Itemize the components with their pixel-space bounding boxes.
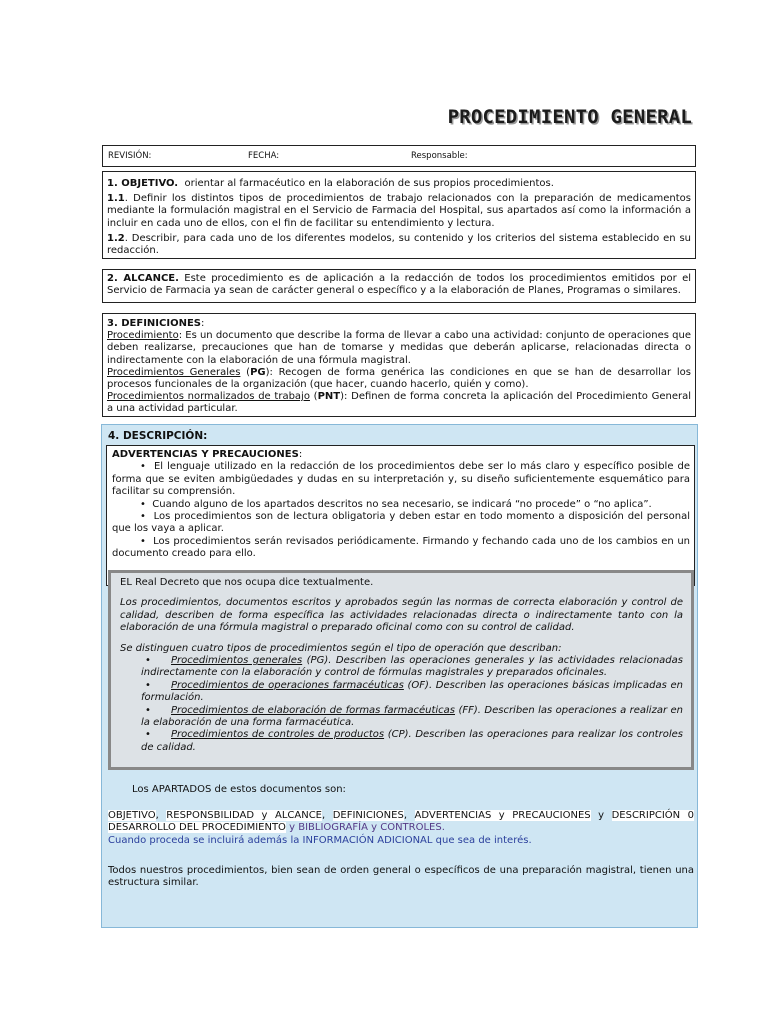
apartado-bibliografia: BIBLIOGRAFÍA y CONTROLES bbox=[298, 822, 442, 834]
real-decreto-quote-box bbox=[108, 570, 694, 770]
apartado-separator: , bbox=[322, 810, 333, 821]
definicion-term: Procedimiento bbox=[107, 330, 179, 342]
procedure-type-item bbox=[120, 705, 683, 730]
objetivo-item-1 bbox=[107, 193, 691, 230]
bullet: • bbox=[145, 679, 151, 691]
apartado-separator: , bbox=[155, 810, 167, 821]
definiciones-label: 3. DEFINICIONES bbox=[107, 318, 201, 329]
procedure-type-abbr: (CP). bbox=[384, 729, 412, 741]
advertencias-colon: : bbox=[298, 449, 303, 460]
closing-paragraph: Todos nuestros procedimientos, bien sean de orden general o específicos de una preparación magistral, tienen una estructura similar. bbox=[108, 865, 694, 889]
definicion-term: Procedimientos normalizados de trabajo bbox=[107, 391, 310, 403]
definicion-text: : Es un documento que describe la forma de llevar a cabo una actividad: conjunto de operaciones que deben realizarse, precauciones que han de tomarse y medidas que deberán aplicarse, relacionadas directa o indirectamente con la elaboración de una fórmula magistral. bbox=[107, 330, 692, 366]
procedure-type-abbr: (OF). bbox=[403, 679, 433, 691]
apartado-advertencias: ADVERTENCIAS y PRECAUCIONES bbox=[414, 810, 591, 821]
advertencia-item bbox=[112, 499, 690, 511]
apartado-period: . bbox=[441, 822, 445, 834]
advertencia-text: El lenguaje utilizado en la redacción de los procedimientos debe ser lo más claro y específico posible de forma que se eviten ambigüedades y dudas en su interpretación y, su diseño suficientemente esquemático para facilitar su comprensión. bbox=[112, 461, 691, 498]
apartados-note: Cuando proceda se incluirá además la INFORMACIÓN ADICIONAL que sea de interés. bbox=[108, 834, 532, 846]
apartado-definiciones: DEFINICIONES bbox=[332, 810, 404, 821]
bullet: • bbox=[140, 461, 146, 473]
alcance-section bbox=[102, 269, 696, 303]
definicion-abbr: PNT bbox=[317, 391, 341, 403]
procedure-type-name: Procedimientos generales bbox=[171, 655, 303, 667]
procedure-types-list bbox=[120, 655, 683, 754]
apartado-objetivo: OBJETIVO bbox=[108, 810, 156, 821]
apartado-separator: y bbox=[285, 822, 299, 834]
definicion-paren: ( bbox=[240, 366, 251, 378]
responsable-label: Responsable: bbox=[411, 151, 468, 161]
definiciones-colon: : bbox=[200, 318, 205, 329]
advertencia-item bbox=[112, 461, 690, 498]
alcance-text: Este procedimiento es de aplicación a la redacción de todos los procedimientos emitidos por el Servicio de Farmacia ya sean de carácter general o específico y a la elaboración de Planes, Programas o similares. bbox=[107, 273, 692, 297]
definicion-text: ): Recogen de forma genérica las condiciones en que se han de desarrollar los procesos funcionales de la organización (que hacer, cuando hacerlo, quién y como). bbox=[107, 366, 691, 391]
apartado-responsabilidad: RESPONSBILIDAD y ALCANCE bbox=[166, 810, 322, 821]
definicion-pg bbox=[107, 367, 691, 391]
objetivo-label: 1. OBJETIVO. bbox=[107, 178, 179, 189]
objetivo-item-2-number: 1.2 bbox=[107, 232, 125, 244]
definiciones-heading bbox=[107, 318, 691, 330]
apartados-list bbox=[108, 810, 694, 847]
definiciones-section bbox=[102, 313, 696, 417]
advertencia-text: Los procedimientos son de lectura obligatoria y deben estar en todo momento a disposición del personal que los vaya a aplicar. bbox=[112, 511, 690, 535]
objetivo-item-1-number: 1.1 bbox=[107, 193, 125, 205]
descripcion-section bbox=[101, 424, 698, 928]
procedure-type-item bbox=[120, 680, 683, 705]
advertencias-box bbox=[106, 445, 695, 586]
advertencia-item bbox=[112, 511, 690, 536]
real-decreto-para2: Se distinguen cuatro tipos de procedimientos según el tipo de operación que describan: bbox=[120, 642, 562, 654]
revision-label: REVISIÓN: bbox=[108, 151, 152, 161]
procedure-type-name: Procedimientos de controles de productos bbox=[171, 729, 385, 741]
apartados-intro: Los APARTADOS de estos documentos son: bbox=[132, 784, 346, 795]
advertencia-item bbox=[112, 536, 690, 561]
objetivo-item-1-text: . Definir los distintos tipos de procedimientos de trabajo relacionados con la preparación de medicamentos mediante la formulación magistral en el Servicio de Farmacia del Hospital, sus apartados así como la información a incluir en cada uno de ellos, con el fin de facilitar su entendimiento y lectura. bbox=[107, 193, 691, 229]
definicion-term: Procedimientos Generales bbox=[107, 366, 241, 378]
procedure-type-item bbox=[120, 655, 683, 680]
objetivo-intro bbox=[107, 178, 691, 190]
definicion-pnt bbox=[107, 391, 691, 415]
apartado-separator: , bbox=[403, 810, 415, 821]
apartado-separator: y bbox=[590, 810, 612, 821]
descripcion-label: 4. DESCRIPCIÓN: bbox=[108, 430, 208, 442]
fecha-label: FECHA: bbox=[248, 151, 280, 161]
procedure-type-text: Describen las operaciones a realizar en la elaboración de una forma farmacéutica. bbox=[141, 704, 684, 729]
procedure-type-text: Describen las operaciones básicas implicadas en formulación. bbox=[141, 679, 683, 704]
procedure-type-abbr: (PG). bbox=[302, 655, 332, 667]
revision-header-box bbox=[102, 145, 696, 167]
bullet: • bbox=[145, 655, 151, 667]
advertencias-heading bbox=[112, 449, 690, 461]
page-title: PROCEDIMIENTO GENERAL bbox=[447, 106, 692, 128]
definicion-paren: ( bbox=[309, 391, 318, 403]
bullet: • bbox=[140, 535, 146, 547]
bullet: • bbox=[140, 511, 146, 523]
bullet: • bbox=[145, 704, 151, 716]
procedure-type-text: Describen las operaciones generales y las actividades relacionadas indirectamente con la elaboración y control de fórmulas magistrales y preparados oficinales. bbox=[141, 655, 683, 679]
apartado-descripcion: DESCRIPCIÓN 0 DESARROLLO DEL PROCEDIMIENTO bbox=[108, 810, 695, 834]
objetivo-section bbox=[102, 171, 696, 259]
objetivo-text: orientar al farmacéutico en la elaboración de sus propios procedimientos. bbox=[184, 178, 554, 189]
procedure-type-abbr: (FF). bbox=[455, 704, 481, 716]
procedure-type-item bbox=[120, 729, 683, 754]
advertencias-title: ADVERTENCIAS Y PRECAUCIONES bbox=[112, 449, 299, 460]
definicion-procedimiento bbox=[107, 330, 691, 367]
real-decreto-para1: Los procedimientos, documentos escritos y aprobados según las normas de correcta elaboración y control de calidad, describen de forma específica las actividades relacionadas directa o indirectamente tanto con la elaboración de una fórmula magistral o preparado oficinal como con su control de calidad. bbox=[120, 597, 683, 634]
alcance-label: 2. ALCANCE. bbox=[107, 273, 179, 284]
bullet: • bbox=[140, 498, 146, 510]
objetivo-item-2-text: . Describir, para cada uno de los diferentes modelos, su contenido y los criterios del sistema establecido en su redacción. bbox=[107, 232, 691, 257]
bullet: • bbox=[145, 729, 151, 741]
definicion-abbr: PG bbox=[250, 366, 266, 378]
objetivo-item-2 bbox=[107, 233, 691, 257]
procedure-type-name: Procedimientos de elaboración de formas farmacéuticas bbox=[171, 704, 455, 716]
advertencia-text: Los procedimientos serán revisados periódicamente. Firmando y fechando cada uno de los cambios en un documento creado para ello. bbox=[112, 535, 690, 560]
advertencia-text: Cuando alguno de los apartados descritos no sea necesario, se indicará “no procede” o “no aplica”. bbox=[152, 498, 652, 510]
definicion-text: ): Definen de forma concreta la aplicación del Procedimiento General a una actividad particular. bbox=[107, 391, 691, 415]
procedure-type-name: Procedimientos de operaciones farmacéuticas bbox=[171, 679, 404, 691]
procedure-type-text: Describen las operaciones para realizar los controles de calidad. bbox=[141, 729, 683, 753]
real-decreto-intro: EL Real Decreto que nos ocupa dice textualmente. bbox=[120, 577, 374, 588]
